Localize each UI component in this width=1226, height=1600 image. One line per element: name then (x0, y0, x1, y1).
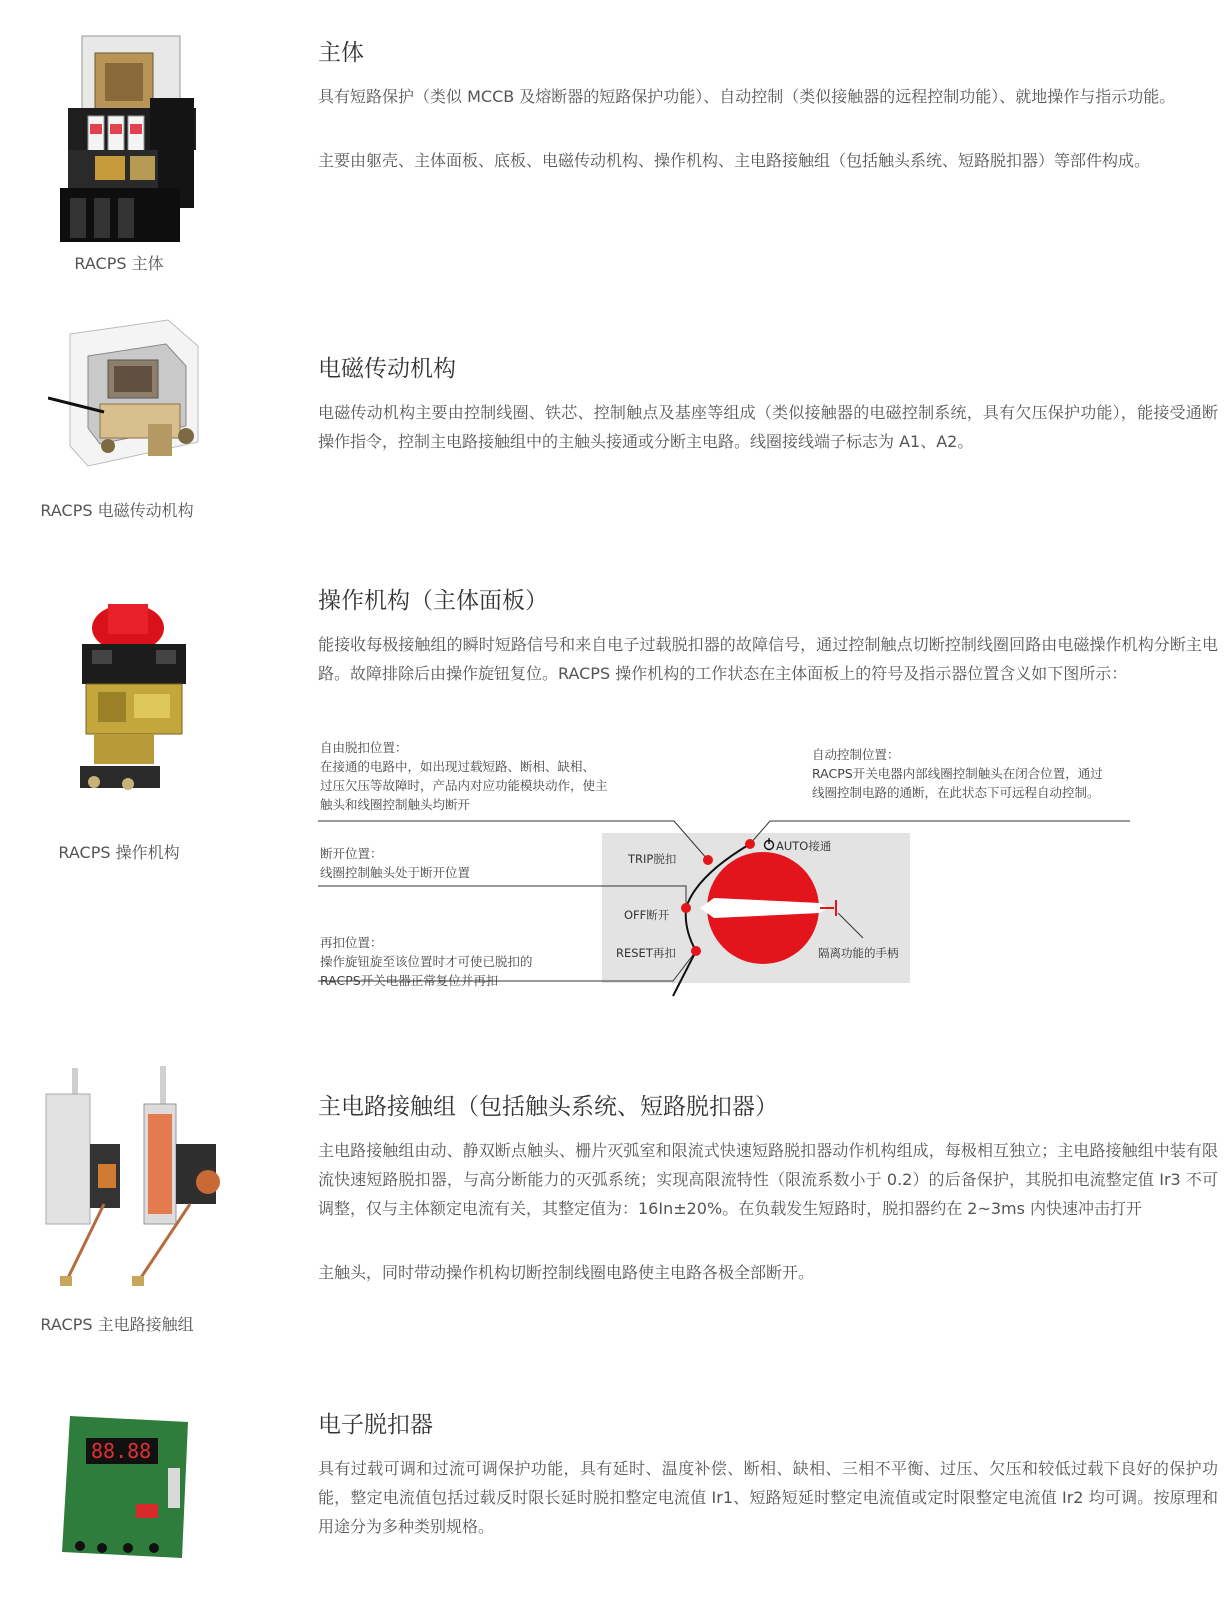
electromagnetic-drive-photo (48, 316, 218, 474)
section-title: 电磁传动机构 (318, 356, 456, 382)
section-title: 主体 (318, 40, 364, 66)
off-dot (681, 903, 691, 913)
note-line: 操作旋钮旋至该位置时才可使已脱扣的 (320, 954, 533, 969)
section-title: 操作机构（主体面板） (318, 588, 548, 614)
handle-label: 隔离功能的手柄 (818, 946, 899, 960)
note-line: 过压欠压等故障时，产品内对应功能模块动作，使主 (320, 778, 608, 793)
figure-caption: RACPS 电磁传动机构 (40, 501, 194, 520)
note-line: 线圈控制触头处于断开位置 (320, 865, 471, 880)
note-line: RACPS开关电器内部线圈控制触头在闭合位置，通过 (812, 766, 1103, 781)
section-title: 电子脱扣器 (318, 1412, 433, 1438)
figure-caption: RACPS 主体 (74, 254, 164, 273)
figure-caption: RACPS 操作机构 (58, 843, 180, 862)
main-body-photo (50, 28, 210, 246)
knob-panel-graphic (318, 738, 1148, 1028)
section-paragraph: 电磁传动机构主要由控制线圈、铁芯、控制触点及基座等组成（类似接触器的电磁控制系统，具有欠压保护功能），能接受通断操作指令，控制主电路接触组中的主触头接通或分断主电路。线圈接线端子标志为 A1、A2。 (318, 403, 1218, 451)
trip-label: TRIP脱扣 (628, 852, 677, 866)
section-paragraph: 主触头，同时带动操作机构切断控制线圈电路使主电路各极全部断开。 (318, 1263, 815, 1282)
electronic-trip-unit-photo (58, 1408, 198, 1558)
auto-label: AUTO接通 (776, 839, 832, 853)
note-line: 触头和线圈控制触头均断开 (320, 797, 471, 812)
note-line: 线圈控制电路的通断，在此状态下可远程自动控制。 (812, 785, 1100, 800)
auto-dot (745, 839, 755, 849)
svg-text:88.88: 88.88 (91, 1439, 152, 1463)
note-line: RACPS开关电器正常复位并再扣 (320, 973, 499, 988)
operating-mechanism-photo (64, 598, 194, 808)
section-paragraph: 具有短路保护（类似 MCCB 及熔断器的短路保护功能）、自动控制（类似接触器的远程控制功能）、就地操作与指示功能。 (318, 87, 1176, 106)
section-paragraph: 能接收每极接触组的瞬时短路信号和来自电子过载脱扣器的故障信号，通过控制触点切断控制线圈回路由电磁操作机构分断主电路。故障排除后由操作旋钮复位。RACPS 操作机构的工作状态在主体面板上的符号及指示器位置含义如下图所示： (318, 635, 1218, 683)
note-title: 自动控制位置： (812, 747, 900, 762)
note-title: 再扣位置： (320, 935, 383, 950)
note-title: 断开位置： (320, 846, 383, 861)
note-title: 自由脱扣位置： (320, 740, 408, 755)
trip-dot (703, 855, 713, 865)
knob-position-diagram (318, 738, 1148, 1028)
main-circuit-contact-photo (40, 1064, 236, 1290)
figure-caption: RACPS 主电路接触组 (40, 1315, 194, 1334)
reset-label: RESET再扣 (616, 946, 676, 960)
section-paragraph: 主要由躯壳、主体面板、底板、电磁传动机构、操作机构、主电路接触组（包括触头系统、短路脱扣器）等部件构成。 (318, 151, 1151, 170)
note-line: 在接通的电路中，如出现过载短路、断相、缺相、 (320, 759, 596, 774)
section-title: 主电路接触组（包括触头系统、短路脱扣器） (318, 1094, 778, 1120)
reset-dot (691, 946, 701, 956)
off-label: OFF断开 (624, 908, 670, 922)
section-paragraph: 具有过载可调和过流可调保护功能，具有延时、温度补偿、断相、缺相、三相不平衡、过压、欠压和较低过载下良好的保护功能，整定电流值包括过载反时限长延时脱扣整定电流值 Ir1、短路短延时整定电流值或定时限整定电流值 Ir2 均可调。按原理和用途分为多种类别规格。 (318, 1459, 1218, 1536)
section-paragraph: 主电路接触组由动、静双断点触头、栅片灭弧室和限流式快速短路脱扣器动作机构组成，每极相互独立；主电路接触组中装有限流快速短路脱扣器，与高分断能力的灭弧系统；实现高限流特性（限流系数小于 0.2）的后备保护，其脱扣电流整定值 Ir3 不可调整，仅与主体额定电流有关，其整定值为：16In±20%。在负载发生短路时，脱扣器约在 2~3ms 内快速冲击打开 (318, 1141, 1218, 1218)
